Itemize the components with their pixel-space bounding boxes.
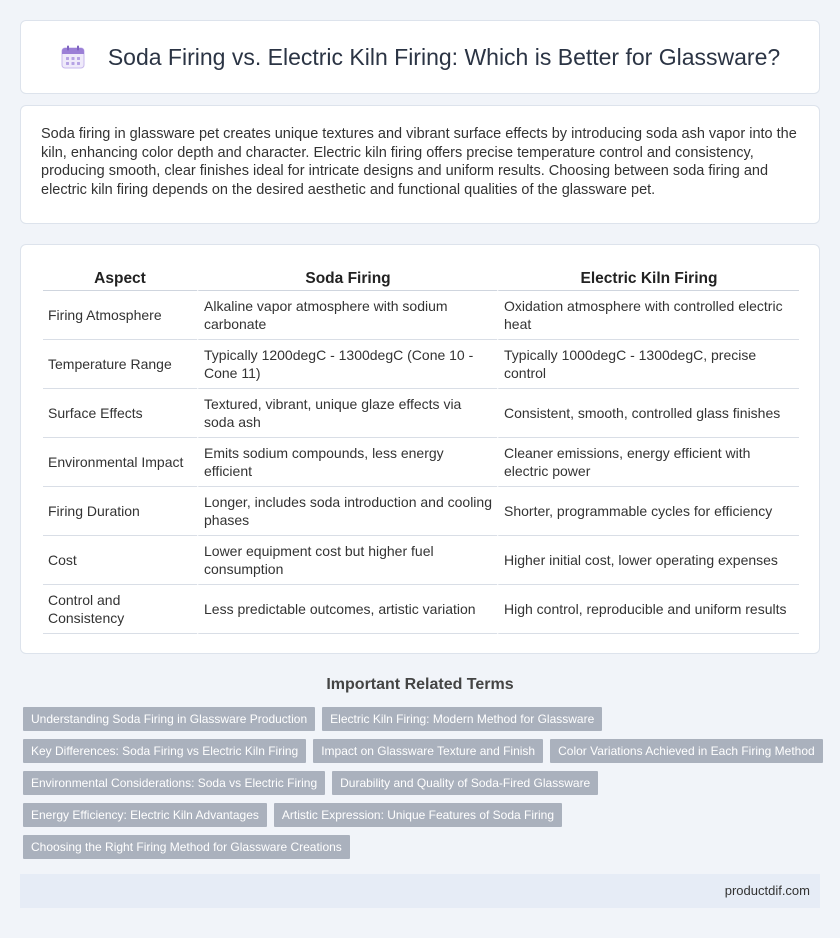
column-header-electric-kiln-firing: Electric Kiln Firing [497,267,799,291]
table-cell-electric: Cleaner emissions, energy efficient with electric power [497,438,799,487]
table-row [43,536,799,585]
table-cell-aspect: Environmental Impact [43,438,197,487]
intro-card [20,105,820,224]
related-term-tag[interactable]: Understanding Soda Firing in Glassware Production [23,707,315,731]
related-terms-list [23,707,823,867]
table-cell-aspect: Firing Duration [43,487,197,536]
table-header-row [43,267,799,291]
table-cell-aspect: Temperature Range [43,340,197,389]
table-cell-electric: Higher initial cost, lower operating expenses [497,536,799,585]
related-term-tag[interactable]: Choosing the Right Firing Method for Glassware Creations [23,835,350,859]
table-row [43,340,799,389]
calendar-icon [60,44,86,70]
column-header-soda-firing: Soda Firing [197,267,497,291]
table-row [43,487,799,536]
column-header-aspect: Aspect [43,267,197,291]
table-row [43,585,799,634]
table-row [43,291,799,340]
header [60,44,780,71]
related-terms-title: Important Related Terms [326,676,514,693]
related-term-tag[interactable]: Environmental Considerations: Soda vs Electric Firing [23,771,325,795]
table-cell-soda: Longer, includes soda introduction and cooling phases [197,487,497,536]
table-cell-aspect: Control and Consistency [43,585,197,634]
related-term-tag[interactable]: Artistic Expression: Unique Features of Soda Firing [274,803,562,827]
intro-paragraph: Soda firing in glassware pet creates unique textures and vibrant surface effects by introducing soda ash vapor into the kiln, enhancing color depth and character. Electric kiln firing offers precise temperature control and consistency, producing smooth, clear finishes ideal for intricate designs and uniform results. Choosing between soda firing and electric kiln firing depends on the desired aesthetic and functional qualities of the glassware pet. [41,126,797,198]
table-cell-electric: High control, reproducible and uniform results [497,585,799,634]
page-title: Soda Firing vs. Electric Kiln Firing: Which is Better for Glassware? [107,43,781,70]
related-term-tag[interactable]: Key Differences: Soda Firing vs Electric Kiln Firing [23,739,306,763]
table-cell-electric: Consistent, smooth, controlled glass finishes [497,389,799,438]
table-cell-electric: Shorter, programmable cycles for efficiency [497,487,799,536]
comparison-table [43,267,799,634]
table-cell-electric: Typically 1000degC - 1300degC, precise control [497,340,799,389]
footer-site-name: productdif.com [724,883,810,898]
table-cell-soda: Less predictable outcomes, artistic variation [197,585,497,634]
related-term-tag[interactable]: Energy Efficiency: Electric Kiln Advantages [23,803,267,827]
footer [20,874,820,908]
related-term-tag[interactable]: Durability and Quality of Soda-Fired Glassware [332,771,598,795]
table-cell-soda: Lower equipment cost but higher fuel consumption [197,536,497,585]
table-cell-soda: Typically 1200degC - 1300degC (Cone 10 - Cone 11) [197,340,497,389]
table-cell-aspect: Firing Atmosphere [43,291,197,340]
table-cell-electric: Oxidation atmosphere with controlled electric heat [497,291,799,340]
table-cell-soda: Textured, vibrant, unique glaze effects via soda ash [197,389,497,438]
related-term-tag[interactable]: Color Variations Achieved in Each Firing Method [550,739,823,763]
comparison-table-card [20,244,820,654]
table-row [43,438,799,487]
header-card [20,20,820,94]
table-row [43,389,799,438]
related-term-tag[interactable]: Electric Kiln Firing: Modern Method for Glassware [322,707,602,731]
table-cell-soda: Alkaline vapor atmosphere with sodium carbonate [197,291,497,340]
table-cell-aspect: Surface Effects [43,389,197,438]
table-cell-aspect: Cost [43,536,197,585]
table-cell-soda: Emits sodium compounds, less energy efficient [197,438,497,487]
related-term-tag[interactable]: Impact on Glassware Texture and Finish [313,739,543,763]
